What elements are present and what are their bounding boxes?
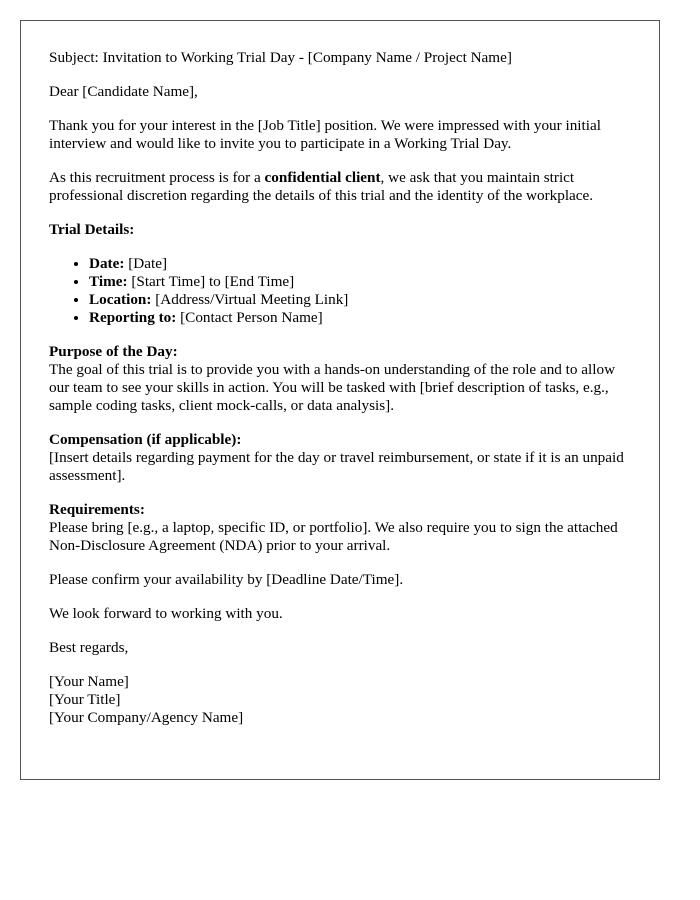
purpose-heading: Purpose of the Day: — [49, 343, 178, 360]
detail-value: [Address/Virtual Meeting Link] — [151, 291, 349, 308]
detail-item-reporting-to — [89, 309, 631, 327]
signature-name: [Your Name] — [49, 673, 129, 690]
look-forward-paragraph: We look forward to working with you. — [49, 605, 283, 622]
confidential-text-after: , we ask that you maintain strict professional discretion regarding the details of this trial and the identity of the workplace. — [49, 169, 594, 204]
detail-value: [Date] — [124, 255, 168, 272]
trial-details-heading: Trial Details: — [49, 221, 135, 238]
requirements-text: Please bring [e.g., a laptop, specific ID, or portfolio]. We also require you to sign the attached Non-Disclosure Agreement (NDA) prior to your arrival. — [49, 519, 618, 554]
intro-paragraph: Thank you for your interest in the [Job Title] position. We were impressed with your initial interview and would like to invite you to participate in a Working Trial Day. — [49, 117, 601, 152]
compensation-heading: Compensation (if applicable): — [49, 431, 242, 448]
signature-title: [Your Title] — [49, 691, 121, 708]
greeting: Dear [Candidate Name], — [49, 83, 198, 100]
detail-item-location — [89, 291, 631, 309]
signature-company: [Your Company/Agency Name] — [49, 709, 244, 726]
requirements-heading: Requirements: — [49, 501, 145, 518]
signature-block — [49, 673, 631, 727]
compensation-text: [Insert details regarding payment for the day or travel reimbursement, or state if it is an unpaid assessment]. — [49, 449, 624, 484]
closing-line: Best regards, — [49, 639, 129, 656]
detail-item-date — [89, 255, 631, 273]
confirm-paragraph: Please confirm your availability by [Deadline Date/Time]. — [49, 571, 404, 588]
detail-label: Date: — [89, 255, 125, 272]
compensation-section — [49, 431, 631, 485]
confidential-text-before: As this recruitment process is for a — [49, 169, 265, 186]
detail-label: Location: — [89, 291, 152, 308]
detail-value: [Contact Person Name] — [176, 309, 323, 326]
trial-details-list — [49, 255, 631, 327]
requirements-section — [49, 501, 631, 555]
detail-label: Reporting to: — [89, 309, 177, 326]
purpose-text: The goal of this trial is to provide you with a hands-on understanding of the role and to allow our team to see your skills in action. You will be tasked with [brief description of tasks, e.g., sample coding tasks, client mock-calls, or data analysis]. — [49, 361, 616, 414]
detail-item-time — [89, 273, 631, 291]
confidential-client-emphasis: confidential client — [264, 169, 381, 186]
letter-container — [20, 20, 660, 780]
purpose-section — [49, 343, 631, 415]
subject-line: Subject: Invitation to Working Trial Day - [Company Name / Project Name] — [49, 49, 512, 66]
detail-label: Time: — [89, 273, 128, 290]
detail-value: [Start Time] to [End Time] — [127, 273, 295, 290]
confidential-paragraph — [49, 169, 631, 205]
